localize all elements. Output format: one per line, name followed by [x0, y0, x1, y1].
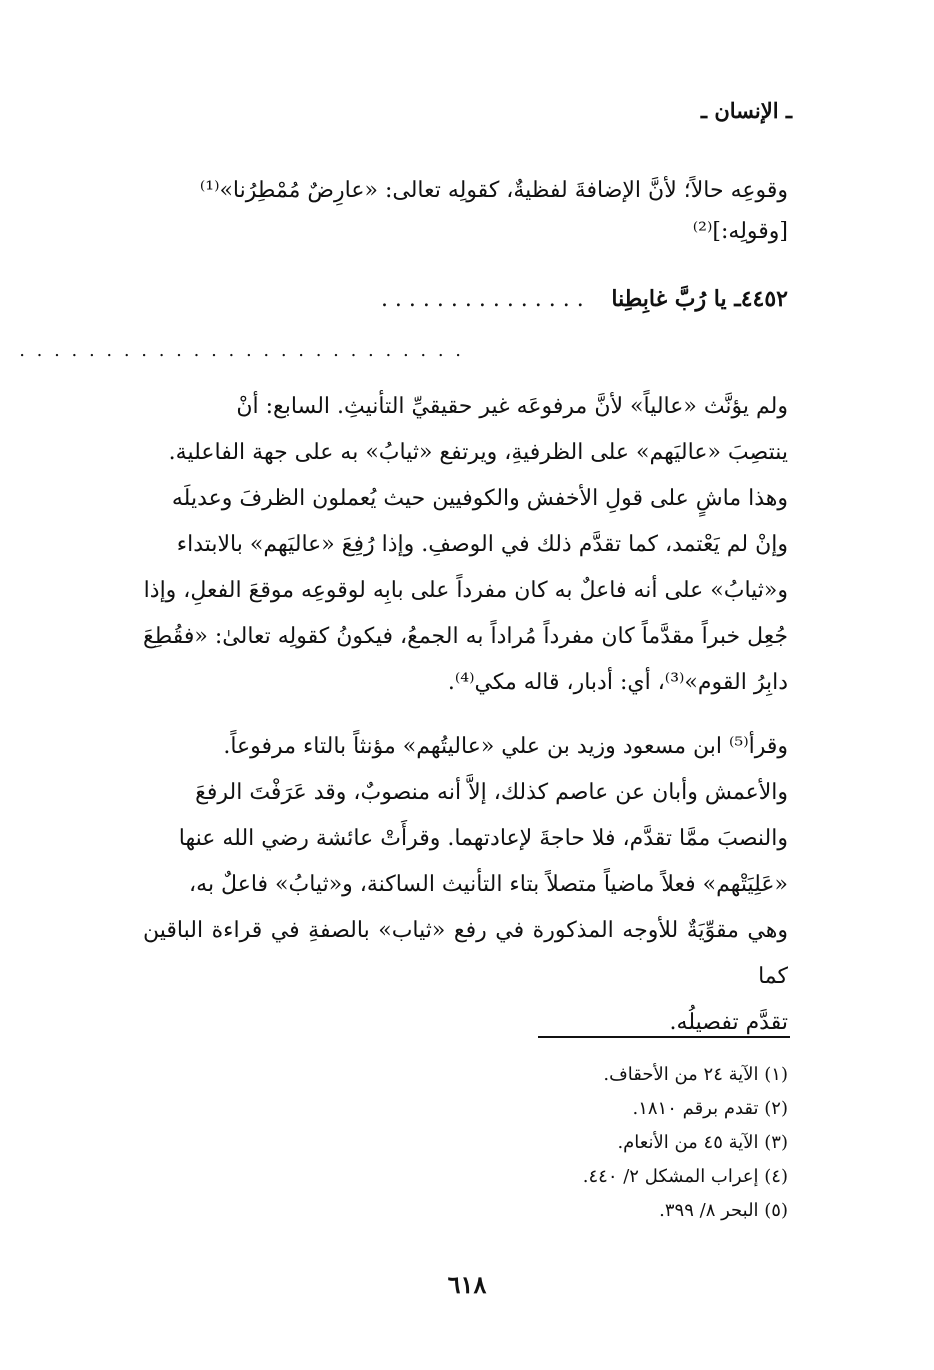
verse-dots: . . . . . . . . . . . . . . .: [380, 287, 584, 312]
page-number: ٦١٨: [447, 1270, 487, 1299]
footnote-3: (٣) الآية ٤٥ من الأنعام.: [617, 1132, 788, 1153]
footnotes: [583, 1058, 788, 1228]
body-line: والنصبَ ممَّا تقدَّم، فلا حاجةَ لإعادتهما. وقرأَتْ عائشة رضي الله عنها: [178, 826, 788, 851]
body-line: دابِرُ القوم»⁽³⁾، أي: أدبار، قاله مكي⁽⁴⁾.: [447, 670, 788, 695]
intro-paragraph: [143, 168, 788, 250]
verse-line: [381, 286, 788, 312]
footnote-divider: [538, 1036, 790, 1038]
body-line: وإنْ لم يَعْتمد، كما تقدَّم ذلك في الوصفِ. وإذا رُفِعَ «عاليَهم» بالابتداء: [176, 532, 788, 557]
body-paragraph-2: [143, 724, 788, 1046]
running-header: ـ الإنسان ـ: [700, 98, 792, 123]
intro-line-1: وقوعِه حالاً؛ لأنَّ الإضافةَ لفظيةٌ، كقولِه تعالى: «عارِضٌ مُمْطِرُنا»⁽¹⁾: [199, 178, 788, 203]
footnote-4: (٤) إعراب المشكل ٢/ ٤٤٠.: [582, 1166, 788, 1187]
body-line: تقدَّم تفصيلُه.: [669, 1010, 788, 1035]
intro-line-2: [وقولِه:]⁽²⁾: [692, 219, 788, 244]
body-line: وقرأ⁽⁵⁾ ابن مسعود وزيد بن علي «عاليتُهم» مؤنثاً بالتاء مرفوعاً.: [223, 734, 788, 759]
footnote-1: (١) الآية ٢٤ من الأحقاف.: [603, 1064, 788, 1085]
body-line: والأعمش وأبان عن عاصم كذلك، إلاَّ أنه منصوبٌ، وقد عَرَفْتَ الرفعَ: [195, 780, 788, 805]
verse-label: ٤٤٥٢ـ يا رُبَّ غابِطِنا: [611, 286, 788, 312]
body-line: «عَلِيَتْهم» فعلاً ماضياً متصلاً بتاء التأنيث الساكنة، و«ثيابُ» فاعلٌ به،: [189, 872, 788, 897]
footnote-5: (٥) البحر ٨/ ٣٩٩.: [659, 1200, 788, 1221]
body-line: و«ثيابُ» على أنه فاعلٌ به كان مفرداً على بابِه لوقوعِه موقعَ الفعلِ، وإذا: [143, 578, 788, 603]
footnote-2: (٢) تقدم برقم ١٨١٠.: [632, 1098, 788, 1119]
body-line: جُعِل خبراً مقدَّماً كان مفرداً مُراداً به الجمعُ، فيكونُ كقولِه تعالىٰ: «فقُطِعَ: [143, 624, 788, 649]
verse-dots-line-2: . . . . . . . . . . . . . . . . . . . . . . . . . .: [19, 340, 464, 361]
body-line: ينتصِبَ «عاليَهم» على الظرفيةِ، ويرتفع «ثيابُ» به على جهة الفاعلية.: [168, 440, 788, 465]
body-paragraph-1: [143, 384, 788, 706]
body-line: ولم يؤنَّث «عالياً» لأنَّ مرفوعَه غير حقيقيِّ التأنيثِ. السابع: أنْ: [236, 394, 788, 419]
body-line: وهذا ماشٍ على قولِ الأخفش والكوفيين حيث يُعملون الظرفَ وعديلَه: [171, 486, 788, 511]
body-line: وهي مقوِّيَةٌ للأوجه المذكورة في رفع «ثياب» بالصفةِ في قراءة الباقين كما: [143, 918, 788, 989]
